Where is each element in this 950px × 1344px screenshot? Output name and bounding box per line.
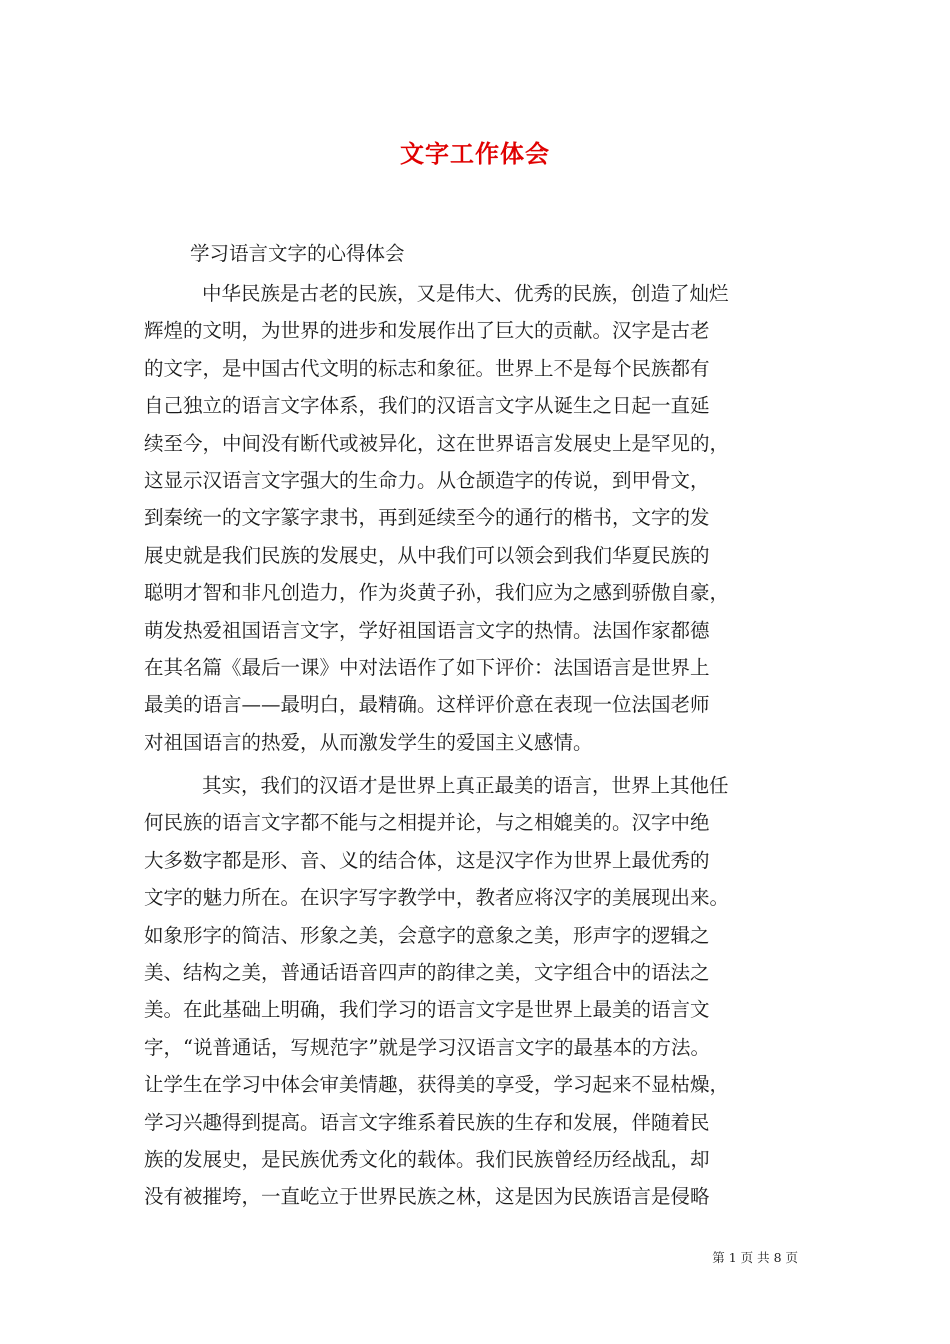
paragraph-line: 续至今，中间没有断代或被异化，这在世界语言发展史上是罕见的， <box>144 431 730 455</box>
paragraph-line: 对祖国语言的热爱，从而激发学生的爱国主义感情。 <box>144 730 593 754</box>
paragraph-line: 聪明才智和非凡创造力，作为炎黄子孙，我们应为之感到骄傲自豪， <box>144 581 730 605</box>
paragraph-line: 学习兴趣得到提高。语言文字维系着民族的生存和发展，伴随着民 <box>144 1110 710 1134</box>
paragraph-line: 的文字，是中国古代文明的标志和象征。世界上不是每个民族都有 <box>144 356 710 380</box>
paragraph-line: 没有被摧垮，一直屹立于世界民族之林，这是因为民族语言是侵略 <box>144 1185 710 1209</box>
paragraph-line: 大多数字都是形、音、义的结合体，这是汉字作为世界上最优秀的 <box>144 848 710 872</box>
page-number: 第 1 页 共 8 页 <box>712 1250 798 1265</box>
paragraph-line: 萌发热爱祖国语言文字，学好祖国语言文字的热情。法国作家都德 <box>144 618 710 642</box>
document-body <box>144 275 814 1216</box>
paragraph-line: 何民族的语言文字都不能与之相提并论，与之相媲美的。汉字中绝 <box>144 811 710 835</box>
paragraph-line: 中华民族是古老的民族，又是伟大、优秀的民族，创造了灿烂 <box>202 282 729 305</box>
paragraph-line: 让学生在学习中体会审美情趣，获得美的享受，学习起来不显枯燥， <box>144 1073 730 1097</box>
paragraph-line: 辉煌的文明，为世界的进步和发展作出了巨大的贡献。汉字是古老 <box>144 319 710 343</box>
paragraph-line: 自己独立的语言文字体系，我们的汉语言文字从诞生之日起一直延 <box>144 394 710 418</box>
paragraph-1 <box>144 275 814 761</box>
paragraph-line: 这显示汉语言文字强大的生命力。从仓颉造字的传说，到甲骨文， <box>144 468 710 492</box>
paragraph-2 <box>144 767 814 1216</box>
paragraph-line: 如象形字的简洁、形象之美，会意字的意象之美，形声字的逻辑之 <box>144 923 710 947</box>
paragraph-line: 美。在此基础上明确，我们学习的语言文字是世界上最美的语言文 <box>144 998 710 1022</box>
paragraph-line: 其实，我们的汉语才是世界上真正最美的语言，世界上其他任 <box>202 774 729 798</box>
document-subtitle: 学习语言文字的心得体会 <box>190 242 405 265</box>
paragraph-line: 到秦统一的文字篆字隶书，再到延续至今的通行的楷书，文字的发 <box>144 506 710 530</box>
paragraph-line: 美、结构之美，普通话语音四声的韵律之美，文字组合中的语法之 <box>144 961 710 985</box>
paragraph-line: 展史就是我们民族的发展史，从中我们可以领会到我们华夏民族的 <box>144 543 710 567</box>
paragraph-line: 最美的语言——最明白，最精确。这样评价意在表现一位法国老师 <box>144 693 710 717</box>
paragraph-line: 字，“说普通话，写规范字”就是学习汉语言文字的最基本的方法。 <box>144 1035 710 1059</box>
paragraph-line: 在其名篇《最后一课》中对法语作了如下评价：法国语言是世界上 <box>144 655 710 679</box>
paragraph-line: 文字的魅力所在。在识字写字教学中，教者应将汉字的美展现出来。 <box>144 886 730 910</box>
paragraph-line: 族的发展史，是民族优秀文化的载体。我们民族曾经历经战乱，却 <box>144 1147 710 1171</box>
document-title: 文字工作体会 <box>400 139 550 168</box>
